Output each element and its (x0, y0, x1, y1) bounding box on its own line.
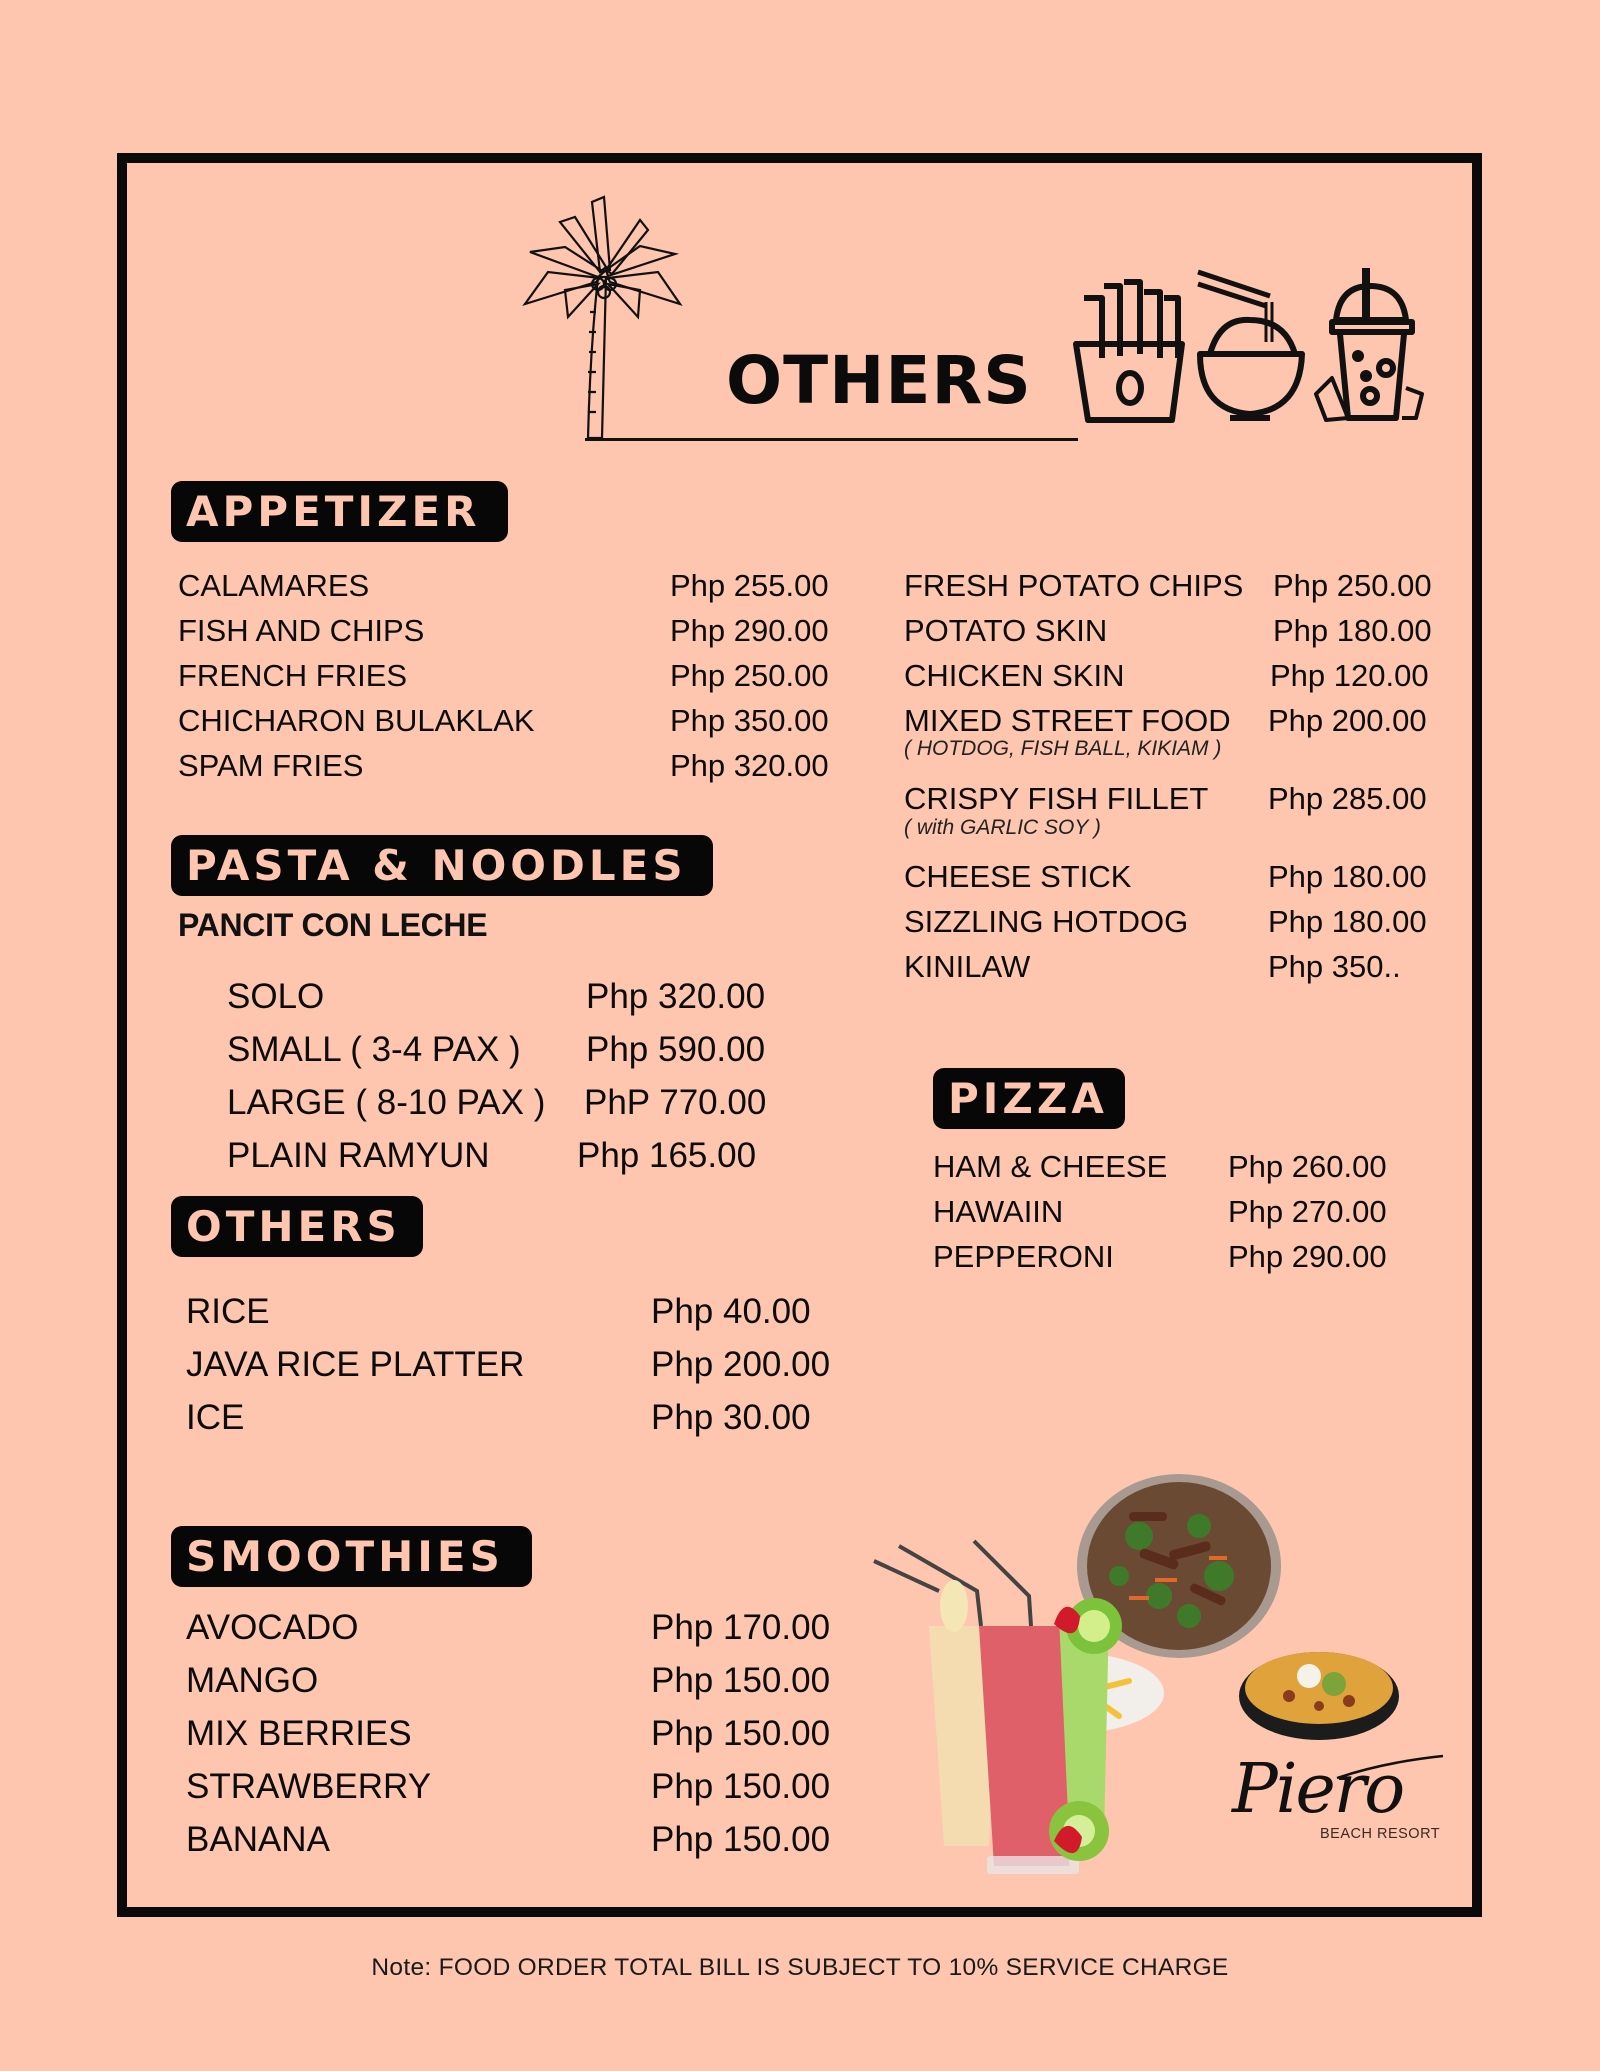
item-price: Php 150.00 (651, 1767, 831, 1806)
logo-subtitle: BEACH RESORT (1320, 1826, 1441, 1842)
section-badge-pizza: PIZZA (933, 1068, 1125, 1129)
item-name: MIXED STREET FOOD (904, 703, 1231, 738)
item-price: Php 180.00 (1273, 613, 1432, 648)
item-name: FRESH POTATO CHIPS (904, 568, 1244, 603)
item-name: CHICKEN SKIN (904, 658, 1125, 693)
item-price: Php 200.00 (1268, 703, 1427, 738)
item-price: Php 180.00 (1268, 859, 1427, 894)
item-price: Php 30.00 (651, 1398, 811, 1437)
item-name: ICE (186, 1398, 245, 1437)
section-badge-others: OTHERS (171, 1196, 423, 1257)
title-underline (585, 438, 1078, 441)
item-price: Php 290.00 (1228, 1239, 1387, 1274)
item-price: Php 180.00 (1268, 904, 1427, 939)
item-price: PhP 770.00 (584, 1083, 767, 1122)
logo-script: Piero (1232, 1750, 1404, 1829)
item-name: BANANA (186, 1820, 330, 1859)
item-name: PEPPERONI (933, 1239, 1114, 1274)
section-badge-appetizer: APPETIZER (171, 481, 508, 542)
item-name: HAWAIIN (933, 1194, 1064, 1229)
item-price: Php 170.00 (651, 1608, 831, 1647)
item-name: AVOCADO (186, 1608, 359, 1647)
item-name: KINILAW (904, 949, 1031, 984)
item-name: FRENCH FRIES (178, 658, 408, 693)
item-price: Php 255.00 (670, 568, 829, 603)
item-name: RICE (186, 1292, 270, 1331)
item-name: MIX BERRIES (186, 1714, 412, 1753)
item-name: CALAMARES (178, 568, 370, 603)
logo-swash (1335, 1752, 1445, 1782)
item-price: Php 260.00 (1228, 1149, 1387, 1184)
item-name: POTATO SKIN (904, 613, 1108, 648)
item-name: SIZZLING HOTDOG (904, 904, 1189, 939)
item-price: Php 320.00 (670, 748, 829, 783)
item-name: JAVA RICE PLATTER (186, 1345, 525, 1384)
item-name: SOLO (227, 977, 325, 1016)
item-price: Php 150.00 (651, 1714, 831, 1753)
item-name: PLAIN RAMYUN (227, 1136, 490, 1175)
item-price: Php 350.. (1268, 949, 1401, 984)
section-badge-smoothies: SMOOTHIES (171, 1526, 532, 1587)
item-note: ( HOTDOG, FISH BALL, KIKIAM ) (904, 737, 1222, 760)
item-price: Php 250.00 (1273, 568, 1432, 603)
service-charge-note: Note: FOOD ORDER TOTAL BILL IS SUBJECT TO 10% SERVICE CHARGE (371, 1954, 1229, 1981)
item-price: Php 270.00 (1228, 1194, 1387, 1229)
food-icons-group (1070, 258, 1442, 428)
item-price: Php 150.00 (651, 1820, 831, 1859)
item-price: Php 285.00 (1268, 781, 1427, 816)
item-name: LARGE ( 8-10 PAX ) (227, 1083, 546, 1122)
page-title: OTHERS (726, 342, 1032, 419)
item-name: SMALL ( 3-4 PAX ) (227, 1030, 521, 1069)
item-name: SPAM FRIES (178, 748, 364, 783)
noodle-bowl-icon (1198, 272, 1302, 418)
item-name: HAM & CHEESE (933, 1149, 1168, 1184)
item-price: Php 320.00 (586, 977, 766, 1016)
item-price: Php 165.00 (577, 1136, 757, 1175)
item-note: ( with GARLIC SOY ) (904, 816, 1101, 839)
item-price: Php 290.00 (670, 613, 829, 648)
section-badge-pasta-noodles: PASTA & NOODLES (171, 835, 713, 896)
item-price: Php 150.00 (651, 1661, 831, 1700)
pasta-subheading: PANCIT CON LECHE (178, 907, 488, 943)
item-price: Php 350.00 (670, 703, 829, 738)
item-price: Php 200.00 (651, 1345, 831, 1384)
item-name: CHICHARON BULAKLAK (178, 703, 535, 738)
palm-tree-icon (520, 192, 685, 442)
item-name: FISH AND CHIPS (178, 613, 425, 648)
item-price: Php 590.00 (586, 1030, 766, 1069)
item-name: STRAWBERRY (186, 1767, 432, 1806)
item-price: Php 250.00 (670, 658, 829, 693)
item-name: CHEESE STICK (904, 859, 1132, 894)
fries-icon (1076, 282, 1182, 420)
item-name: MANGO (186, 1661, 319, 1700)
item-price: Php 40.00 (651, 1292, 811, 1331)
item-name: CRISPY FISH FILLET (904, 781, 1209, 816)
milk-tea-icon (1316, 268, 1422, 420)
item-price: Php 120.00 (1270, 658, 1429, 693)
